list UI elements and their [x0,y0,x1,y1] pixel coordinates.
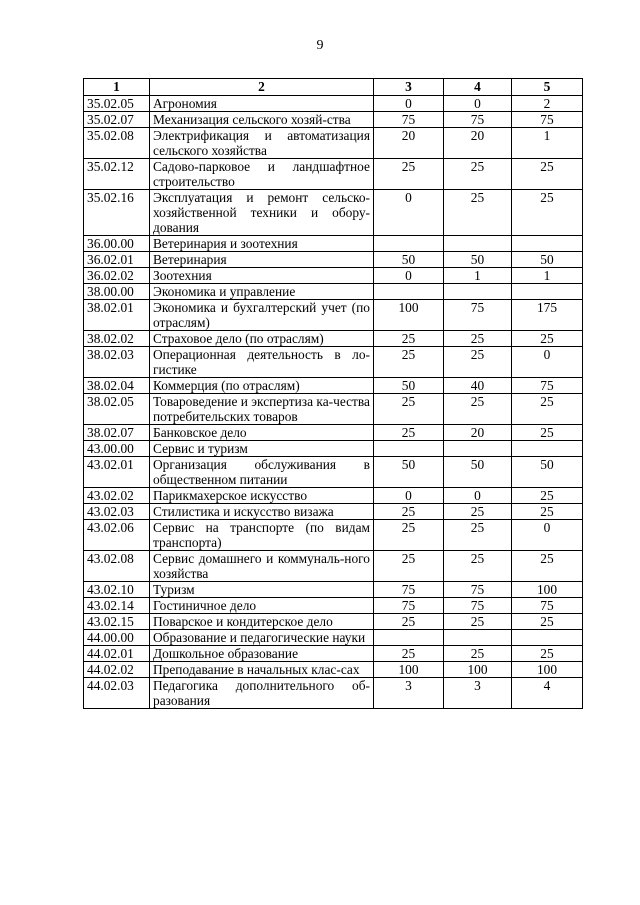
specialty-name-cell: Образование и педагогические науки [150,630,374,646]
specialty-name-cell: Стилистика и искусство визажа [150,504,374,520]
specialty-name-cell: Садово-парковое и ландшафтное строительство [150,159,374,190]
table-header [84,79,583,96]
value-cell-col5: 25 [512,646,583,662]
specialty-code-cell: 38.02.04 [84,378,150,394]
value-cell-col5: 50 [512,252,583,268]
value-cell-col3 [374,630,444,646]
specialty-name-cell: Агрономия [150,96,374,112]
specialty-code-cell: 43.02.03 [84,504,150,520]
specialty-code-cell: 38.02.07 [84,425,150,441]
table-row [84,394,583,425]
specialty-code-cell: 35.02.08 [84,128,150,159]
value-cell-col3: 0 [374,488,444,504]
specialty-name-cell: Ветеринария и зоотехния [150,236,374,252]
specialty-name-cell: Зоотехния [150,268,374,284]
specialty-name-cell: Механизация сельского хозяй-ства [150,112,374,128]
specialty-code-cell: 35.02.12 [84,159,150,190]
value-cell-col5: 1 [512,268,583,284]
value-cell-col5: 4 [512,678,583,709]
column-header-1: 1 [84,79,150,96]
value-cell-col3: 25 [374,614,444,630]
specialty-code-cell: 38.02.05 [84,394,150,425]
specialty-code-cell: 36.02.01 [84,252,150,268]
specialty-code-cell: 36.00.00 [84,236,150,252]
value-cell-col4: 0 [444,96,512,112]
value-cell-col5: 25 [512,425,583,441]
value-cell-col4: 25 [444,331,512,347]
specialty-name-cell: Дошкольное образование [150,646,374,662]
value-cell-col5 [512,284,583,300]
value-cell-col5: 75 [512,598,583,614]
specialty-code-cell: 38.02.03 [84,347,150,378]
value-cell-col5: 25 [512,190,583,236]
specialty-name-cell: Поварское и кондитерское дело [150,614,374,630]
table-row [84,236,583,252]
value-cell-col3: 75 [374,112,444,128]
column-header-4: 4 [444,79,512,96]
specialty-code-cell: 43.02.10 [84,582,150,598]
specialty-code-cell: 44.02.03 [84,678,150,709]
value-cell-col3 [374,236,444,252]
specialty-code-cell: 38.00.00 [84,284,150,300]
specialty-name-cell: Преподавание в начальных клас-сах [150,662,374,678]
value-cell-col5: 0 [512,347,583,378]
value-cell-col4: 50 [444,252,512,268]
value-cell-col4: 25 [444,614,512,630]
specialty-name-cell: Туризм [150,582,374,598]
value-cell-col4: 20 [444,425,512,441]
table-row [84,425,583,441]
value-cell-col4: 50 [444,457,512,488]
table-row [84,457,583,488]
value-cell-col5 [512,236,583,252]
specialty-code-cell: 35.02.07 [84,112,150,128]
specialty-name-cell: Организация обслуживания в общественном питании [150,457,374,488]
value-cell-col4: 40 [444,378,512,394]
value-cell-col3: 25 [374,394,444,425]
table-row [84,284,583,300]
value-cell-col4: 100 [444,662,512,678]
value-cell-col3: 50 [374,252,444,268]
value-cell-col4: 25 [444,520,512,551]
value-cell-col4 [444,284,512,300]
value-cell-col5: 100 [512,582,583,598]
value-cell-col3: 0 [374,268,444,284]
value-cell-col5: 75 [512,378,583,394]
value-cell-col3: 100 [374,662,444,678]
value-cell-col3: 3 [374,678,444,709]
specialty-name-cell: Сервис и туризм [150,441,374,457]
table-row [84,159,583,190]
specialty-code-cell: 43.02.02 [84,488,150,504]
specialty-name-cell: Парикмахерское искусство [150,488,374,504]
value-cell-col3: 25 [374,425,444,441]
value-cell-col4: 25 [444,646,512,662]
table-row [84,128,583,159]
table-body [84,96,583,709]
header-row [84,79,583,96]
value-cell-col3: 20 [374,128,444,159]
table-row [84,598,583,614]
value-cell-col4 [444,236,512,252]
specialty-code-cell: 38.02.01 [84,300,150,331]
specialty-name-cell: Экономика и управление [150,284,374,300]
table-row [84,190,583,236]
value-cell-col3: 25 [374,504,444,520]
value-cell-col3: 50 [374,457,444,488]
table-row [84,252,583,268]
table-row [84,504,583,520]
table-row [84,378,583,394]
specialty-code-cell: 43.02.14 [84,598,150,614]
value-cell-col4: 25 [444,504,512,520]
value-cell-col4 [444,630,512,646]
specialty-name-cell: Банковское дело [150,425,374,441]
specialty-name-cell: Коммерция (по отраслям) [150,378,374,394]
table-row [84,96,583,112]
specialty-code-cell: 43.02.15 [84,614,150,630]
table-row [84,678,583,709]
value-cell-col4: 75 [444,112,512,128]
value-cell-col3 [374,441,444,457]
column-header-2: 2 [150,79,374,96]
table-row [84,551,583,582]
value-cell-col5: 175 [512,300,583,331]
specialty-name-cell: Сервис на транспорте (по видам транспорта) [150,520,374,551]
value-cell-col3: 75 [374,582,444,598]
value-cell-col5: 25 [512,504,583,520]
value-cell-col3: 0 [374,190,444,236]
specialty-code-cell: 35.02.05 [84,96,150,112]
value-cell-col4 [444,441,512,457]
value-cell-col5: 2 [512,96,583,112]
value-cell-col4: 25 [444,394,512,425]
value-cell-col5: 25 [512,331,583,347]
table-row [84,520,583,551]
value-cell-col3: 25 [374,551,444,582]
value-cell-col3 [374,284,444,300]
specialty-code-cell: 43.00.00 [84,441,150,457]
value-cell-col3: 25 [374,646,444,662]
value-cell-col5: 0 [512,520,583,551]
value-cell-col4: 75 [444,300,512,331]
page-number: 9 [316,38,324,53]
value-cell-col4: 3 [444,678,512,709]
value-cell-col4: 75 [444,598,512,614]
value-cell-col4: 20 [444,128,512,159]
value-cell-col3: 25 [374,520,444,551]
table-row [84,331,583,347]
table-row [84,646,583,662]
specialty-name-cell: Ветеринария [150,252,374,268]
value-cell-col4: 25 [444,159,512,190]
specialty-code-cell: 43.02.06 [84,520,150,551]
value-cell-col4: 0 [444,488,512,504]
specialty-name-cell: Страховое дело (по отраслям) [150,331,374,347]
value-cell-col3: 25 [374,331,444,347]
table-row [84,630,583,646]
value-cell-col3: 50 [374,378,444,394]
value-cell-col5: 25 [512,614,583,630]
table-row [84,112,583,128]
value-cell-col3: 25 [374,347,444,378]
value-cell-col3: 75 [374,598,444,614]
value-cell-col4: 25 [444,347,512,378]
specialty-code-cell: 36.02.02 [84,268,150,284]
specialty-code-cell: 38.02.02 [84,331,150,347]
value-cell-col3: 0 [374,96,444,112]
table-row [84,614,583,630]
table-row [84,347,583,378]
specialty-name-cell: Товароведение и экспертиза ка-чества потребительских товаров [150,394,374,425]
value-cell-col5: 25 [512,159,583,190]
value-cell-col5: 50 [512,457,583,488]
specialty-code-cell: 43.02.01 [84,457,150,488]
value-cell-col5: 1 [512,128,583,159]
table-row [84,662,583,678]
value-cell-col4: 25 [444,190,512,236]
specialty-name-cell: Гостиничное дело [150,598,374,614]
value-cell-col5: 25 [512,394,583,425]
value-cell-col5: 25 [512,488,583,504]
value-cell-col4: 75 [444,582,512,598]
specialty-name-cell: Эксплуатация и ремонт сельско-хозяйственной техники и обору-дования [150,190,374,236]
specialty-code-cell: 44.02.01 [84,646,150,662]
value-cell-col5 [512,441,583,457]
table-row [84,441,583,457]
specialty-code-cell: 43.02.08 [84,551,150,582]
value-cell-col5: 100 [512,662,583,678]
column-header-3: 3 [374,79,444,96]
table-row [84,488,583,504]
specialties-table [83,78,583,709]
specialty-name-cell: Сервис домашнего и коммуналь-ного хозяйства [150,551,374,582]
value-cell-col5 [512,630,583,646]
value-cell-col4: 1 [444,268,512,284]
value-cell-col5: 25 [512,551,583,582]
specialty-name-cell: Электрификация и автоматизация сельского хозяйства [150,128,374,159]
value-cell-col4: 25 [444,551,512,582]
value-cell-col5: 75 [512,112,583,128]
column-header-5: 5 [512,79,583,96]
table-row [84,268,583,284]
specialty-code-cell: 44.00.00 [84,630,150,646]
value-cell-col3: 25 [374,159,444,190]
value-cell-col3: 100 [374,300,444,331]
table-row [84,300,583,331]
specialty-name-cell: Педагогика дополнительного об-разования [150,678,374,709]
specialty-name-cell: Экономика и бухгалтерский учет (по отраслям) [150,300,374,331]
table-row [84,582,583,598]
specialty-code-cell: 35.02.16 [84,190,150,236]
specialty-name-cell: Операционная деятельность в ло-гистике [150,347,374,378]
specialty-code-cell: 44.02.02 [84,662,150,678]
